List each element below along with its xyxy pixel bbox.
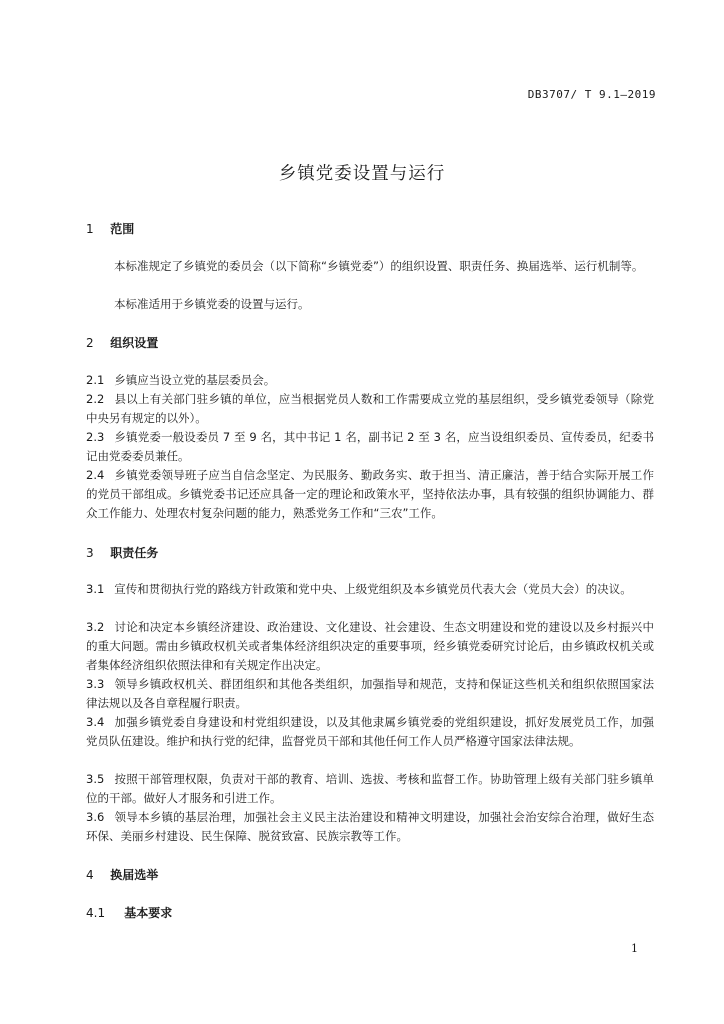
document-code: DB3707/ T 9.1—2019 [527,88,656,101]
clause-3-6: 3.6 领导本乡镇的基层治理，加强社会主义民主法治建设和精神文明建设，加强社会治安综合治理，做好生态环保、美丽乡村建设、民生保障、脱贫致富、民族宗教等工作。 [86,810,654,843]
clause-3-4: 3.4 加强乡镇党委自身建设和村党组织建设，以及其他隶属乡镇党委的党组织建设，抓好发展党员工作，加强党员队伍建设。维护和执行党的纪律，监督党员干部和其他任何工作人员严格遵守国家法律法规。 [86,715,654,748]
clause-2-4: 2.4 乡镇党委领导班子应当自信念坚定、为民服务、勤政务实、敢于担当、清正廉洁，善于结合实际开展工作的党员干部组成。乡镇党委书记还应具备一定的理论和政策水平，坚持依法办事，具有较强的组织协调能力、群众工作能力、处理农村复杂问题的能力，熟悉党务工作和“三农”工作。 [86,468,654,520]
clause-3-3: 3.3 领导乡镇政权机关、群团组织和其他各类组织，加强指导和规范，支持和保证这些机关和组织依照国家法律法规以及各自章程履行职责。 [86,677,654,710]
section-heading-election: 4 换届选举 [86,868,159,882]
clause-3-5: 3.5 按照干部管理权限，负责对干部的教育、培训、选拔、考核和监督工作。协助管理上级有关部门驻乡镇单位的干部。做好人才服务和引进工作。 [86,772,654,805]
clause-3-2: 3.2 讨论和决定本乡镇经济建设、政治建设、文化建设、社会建设、生态文明建设和党的建设以及乡村振兴中的重大问题。需由乡镇政权机关或者集体经济组织决定的重要事项，经乡镇党委研究讨论后，由乡镇政权机关或者集体经济组织依照法律和有关规定作出决定。 [86,620,654,672]
scope-paragraph-2: 本标准适用于乡镇党委的设置与运行。 [114,297,310,311]
section-heading-organization: 2 组织设置 [86,336,159,350]
section-heading-duties: 3 职责任务 [86,546,159,560]
section-heading-scope: 1 范围 [86,222,135,236]
clause-2-2: 2.2 县以上有关部门驻乡镇的单位，应当根据党员人数和工作需要成立党的基层组织，受乡镇党委领导（除党中央另有规定的以外）。 [86,392,654,425]
clause-2-3: 2.3 乡镇党委一般设委员 7 至 9 名，其中书记 1 名，副书记 2 至 3 名，应当设组织委员、宣传委员，纪委书记由党委委员兼任。 [86,430,654,463]
page-number: 1 [631,942,638,955]
subsection-heading-basic-requirements: 4.1 基本要求 [86,906,173,920]
clause-3-1: 3.1 宣传和贯彻执行党的路线方针政策和党中央、上级党组织及本乡镇党员代表大会（党员大会）的决议。 [86,582,632,596]
clause-2-1: 2.1 乡镇应当设立党的基层委员会。 [86,373,276,387]
scope-paragraph-1: 本标准规定了乡镇党的委员会（以下简称“乡镇党委”）的组织设置、职责任务、换届选举、运行机制等。 [114,259,644,273]
document-title: 乡镇党委设置与运行 [278,164,446,184]
